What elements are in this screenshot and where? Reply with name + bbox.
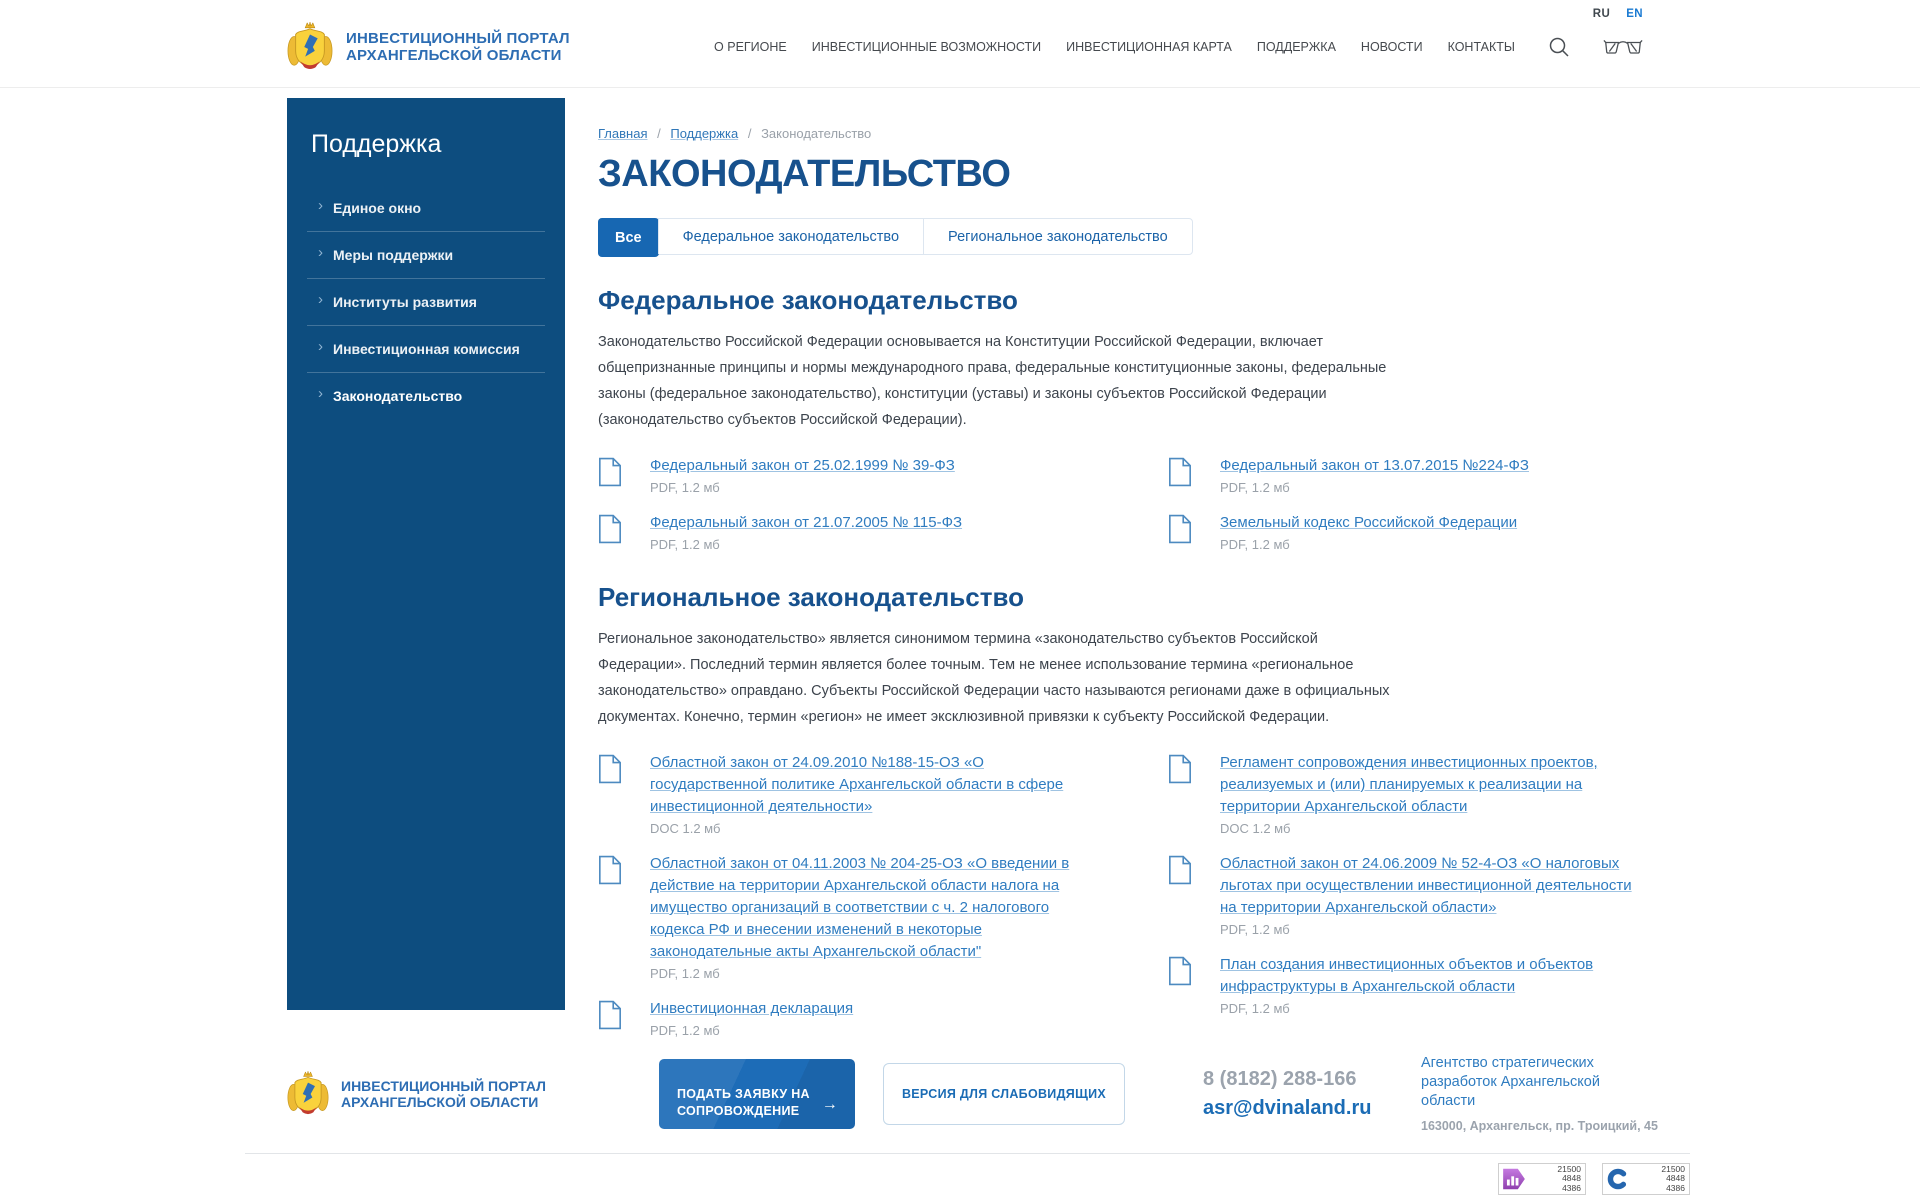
document-link[interactable]: Регламент сопровождения инвестиционных проектов, реализуемых и (или) планируемых к реализации на территории Архангельской области xyxy=(1220,754,1598,815)
sidebar-title: Поддержка xyxy=(311,130,442,158)
search-icon[interactable] xyxy=(1548,36,1570,58)
chevron-right-icon: › xyxy=(318,338,323,355)
sidebar-item-development-institutes[interactable]: › Институты развития xyxy=(318,291,477,310)
document-item xyxy=(1168,752,1648,836)
nav-item-region[interactable]: О РЕГИОНЕ xyxy=(714,39,787,54)
breadcrumb-current: Законодательство xyxy=(761,126,872,141)
document-icon xyxy=(1168,954,1194,1016)
lang-ru[interactable]: RU xyxy=(1592,8,1611,20)
counter-badge-sputnik[interactable] xyxy=(1602,1163,1690,1195)
document-meta: PDF, 1.2 мб xyxy=(650,966,720,981)
counter-badge-liveinternet[interactable] xyxy=(1498,1163,1586,1195)
accessibility-glasses-icon[interactable] xyxy=(1603,37,1643,57)
agency-name[interactable]: Агентство стратегических разработок Архангельской области xyxy=(1421,1055,1600,1109)
site-logo[interactable] xyxy=(287,20,570,74)
counter-values: 21500 4848 4386 xyxy=(1557,1163,1581,1193)
tab-all[interactable]: Все xyxy=(598,218,659,257)
stats-bars-icon xyxy=(1501,1166,1527,1192)
footer-contacts xyxy=(1203,1068,1379,1120)
document-link[interactable]: Земельный кодекс Российской Федерации xyxy=(1220,514,1518,531)
legislation-tabs xyxy=(598,218,1193,255)
document-item xyxy=(1168,455,1648,495)
document-icon xyxy=(598,455,624,495)
federal-docs xyxy=(598,455,1660,552)
document-link[interactable]: План создания инвестиционных объектов и объектов инфраструктуры в Архангельской области xyxy=(1220,956,1594,995)
nav-item-investment-map[interactable]: ИНВЕСТИЦИОННАЯ КАРТА xyxy=(1066,39,1232,54)
document-item xyxy=(1168,512,1648,552)
document-link[interactable]: Областной закон от 04.11.2003 № 204-25-ОЗ «О введении в действие на территории Архангельской области налога на имущество организаций в соответствии с ч. 2 налогового кодекса РФ и внесении изменений в некоторые законодательные акты Архангельской области" xyxy=(650,855,1070,960)
document-meta: PDF, 1.2 мб xyxy=(1220,480,1290,495)
document-meta: DOC 1.2 мб xyxy=(1220,821,1291,836)
document-item xyxy=(1168,954,1648,1016)
visually-impaired-version-button[interactable]: ВЕРСИЯ ДЛЯ СЛАБОВИДЯЩИХ xyxy=(883,1063,1125,1125)
document-icon xyxy=(598,752,624,836)
document-item xyxy=(598,998,1078,1038)
nav-item-investment-opportunities[interactable]: ИНВЕСТИЦИОННЫЕ ВОЗМОЖНОСТИ xyxy=(811,39,1042,54)
phone-number[interactable]: 8 (8182) 288-166 xyxy=(1203,1067,1357,1090)
document-link[interactable]: Областной закон от 24.06.2009 № 52-4-ОЗ «О налоговых льготах при осуществлении инвестиционной деятельности на территории Архангельской области» xyxy=(1220,855,1632,916)
document-link[interactable]: Областной закон от 24.09.2010 №188-15-ОЗ «О государственной политике Архангельской области в сфере инвестиционной деятельности» xyxy=(650,754,1064,815)
logo-title: ИНВЕСТИЦИОННЫЙ ПОРТАЛ АРХАНГЕЛЬСКОЙ ОБЛАСТИ xyxy=(346,29,570,64)
document-link[interactable]: Федеральный закон от 21.07.2005 № 115-ФЗ xyxy=(650,514,963,531)
regional-section-text: Региональное законодательство» является синонимом термина «законодательство субъектов Российской Федерации». Последний термин является более точным. Тем не менее использование термина «региональное законодательство» оправдано. Субъекты Российской Федерации часто называются регионами даже в официальных документах. Конечно, термин «регион» не имеет эксклюзивной привязки к субъекту Российской Федерации. xyxy=(598,631,1390,725)
document-icon xyxy=(598,512,624,552)
tab-federal[interactable]: Федеральное законодательство xyxy=(658,219,923,254)
document-icon xyxy=(1168,752,1194,836)
coat-of-arms-icon xyxy=(287,20,333,74)
sidebar-item-legislation[interactable]: › Законодательство xyxy=(318,385,463,404)
email-link[interactable]: asr@dvinaland.ru xyxy=(1203,1096,1372,1119)
document-link[interactable]: Федеральный закон от 25.02.1999 № 39-ФЗ xyxy=(650,457,955,474)
c-ring-icon xyxy=(1605,1166,1631,1192)
document-link[interactable]: Инвестиционная декларация xyxy=(650,1000,854,1017)
breadcrumb: Главная / Поддержка / Законодательство xyxy=(598,126,872,141)
agency-address: 163000, Архангельск, пр. Троицкий, 45 xyxy=(1421,1119,1658,1133)
counter-values: 21500 4848 4386 xyxy=(1661,1163,1685,1193)
document-meta: PDF, 1.2 мб xyxy=(650,480,720,495)
breadcrumb-home[interactable]: Главная xyxy=(598,126,648,141)
sidebar-item-investment-commission[interactable]: › Инвестиционная комиссия xyxy=(318,338,520,357)
language-switch xyxy=(1593,8,1643,20)
federal-section-heading: Федеральное законодательство xyxy=(598,285,1018,315)
nav-item-contacts[interactable]: КОНТАКТЫ xyxy=(1447,39,1515,54)
support-sidebar xyxy=(287,98,565,1010)
footer-logo[interactable] xyxy=(287,1069,587,1119)
breadcrumb-support[interactable]: Поддержка xyxy=(670,126,739,141)
chevron-right-icon: › xyxy=(318,291,323,308)
sidebar-item-single-window[interactable]: › Единое окно xyxy=(318,197,422,216)
site-header xyxy=(0,0,1920,88)
page-title: ЗАКОНОДАТЕЛЬСТВО xyxy=(598,153,1011,195)
document-icon xyxy=(598,853,624,981)
document-meta: PDF, 1.2 мб xyxy=(1220,537,1290,552)
regional-docs xyxy=(598,752,1660,1038)
site-footer xyxy=(0,1038,1920,1195)
document-meta: DOC 1.2 мб xyxy=(650,821,721,836)
document-link[interactable]: Федеральный закон от 13.07.2015 №224-ФЗ xyxy=(1220,457,1529,474)
document-meta: PDF, 1.2 мб xyxy=(650,1023,720,1038)
document-icon xyxy=(1168,853,1194,937)
document-meta: PDF, 1.2 мб xyxy=(650,537,720,552)
footer-divider xyxy=(245,1153,1690,1154)
apply-support-button[interactable]: ПОДАТЬ ЗАЯВКУ НА СОПРОВОЖДЕНИЕ → xyxy=(659,1059,855,1129)
tab-regional[interactable]: Региональное законодательство xyxy=(923,219,1192,254)
document-icon xyxy=(1168,512,1194,552)
sidebar-item-support-measures[interactable]: › Меры поддержки xyxy=(318,244,454,263)
lang-en[interactable]: EN xyxy=(1626,8,1643,20)
document-meta: PDF, 1.2 мб xyxy=(1220,1001,1290,1016)
regional-section-heading: Региональное законодательство xyxy=(598,582,1024,612)
document-icon xyxy=(598,998,624,1038)
chevron-right-icon: › xyxy=(318,197,323,214)
nav-item-news[interactable]: НОВОСТИ xyxy=(1360,39,1423,54)
document-item xyxy=(598,752,1078,836)
footer-logo-title: ИНВЕСТИЦИОННЫЙ ПОРТАЛ АРХАНГЕЛЬСКОЙ ОБЛАСТИ xyxy=(341,1077,546,1110)
chevron-right-icon: › xyxy=(318,385,323,402)
document-item xyxy=(598,455,1078,495)
arrow-right-icon: → xyxy=(821,1095,838,1113)
main-nav xyxy=(714,40,1515,54)
nav-item-support[interactable]: ПОДДЕРЖКА xyxy=(1256,39,1336,54)
federal-section-text: Законодательство Российской Федерации основывается на Конституции Российской Федерации, включает общепризнанные принципы и нормы международного права, федеральные конституционные законы, федеральные законы (федеральное законодательство), конституции (уставы) и законы субъектов Российской Федерации (законодательство субъектов Российской Федерации). xyxy=(598,334,1387,428)
footer-agency xyxy=(1421,1054,1658,1133)
coat-of-arms-icon xyxy=(287,1069,329,1119)
document-item xyxy=(598,853,1078,981)
visit-counters xyxy=(0,1163,1920,1195)
document-item xyxy=(598,512,1078,552)
document-item xyxy=(1168,853,1648,937)
document-meta: PDF, 1.2 мб xyxy=(1220,922,1290,937)
chevron-right-icon: › xyxy=(318,244,323,261)
document-icon xyxy=(1168,455,1194,495)
